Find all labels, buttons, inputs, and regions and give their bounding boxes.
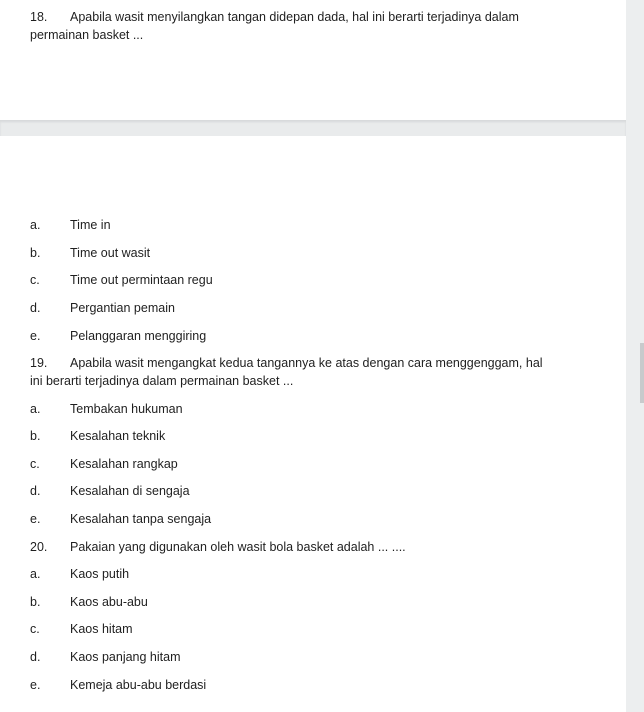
option-text: Kesalahan tanpa sengaja	[70, 512, 212, 526]
option-item	[30, 482, 190, 500]
option-letter: e.	[30, 678, 41, 692]
question-text: Pakaian yang digunakan oleh wasit bola basket adalah ... ....	[70, 540, 406, 554]
option-text: Kaos panjang hitam	[70, 650, 181, 664]
option-item	[30, 216, 111, 234]
option-item	[30, 620, 133, 638]
option-item	[30, 299, 175, 317]
option-letter: e.	[30, 512, 41, 526]
question-19-line-2: ini berarti terjadinya dalam permainan basket ...	[30, 374, 294, 388]
option-text: Time out permintaan regu	[70, 273, 213, 287]
option-item	[30, 648, 181, 666]
option-item	[30, 244, 150, 262]
option-letter: c.	[30, 273, 40, 287]
option-text: Kaos hitam	[70, 622, 133, 636]
option-item	[30, 427, 165, 445]
question-text: Apabila wasit mengangkat kedua tangannya ke atas dengan cara menggenggam, hal	[70, 356, 543, 370]
option-text: Kaos abu-abu	[70, 595, 148, 609]
option-text: Kaos putih	[70, 567, 130, 581]
option-letter: d.	[30, 484, 41, 498]
option-item	[30, 676, 206, 694]
question-20-line-1	[30, 538, 406, 556]
question-number: 20.	[30, 540, 48, 554]
option-text: Time out wasit	[70, 246, 151, 260]
option-letter: d.	[30, 301, 41, 315]
page-separator	[0, 120, 626, 136]
option-letter: d.	[30, 650, 41, 664]
option-letter: b.	[30, 595, 41, 609]
option-item	[30, 565, 129, 583]
question-18-line-2: permainan basket ...	[30, 28, 144, 42]
option-text: Kemeja abu-abu berdasi	[70, 678, 207, 692]
option-letter: c.	[30, 622, 40, 636]
question-text: Apabila wasit menyilangkan tangan didepan dada, hal ini berarti terjadinya dalam	[70, 10, 519, 24]
option-letter: b.	[30, 246, 41, 260]
question-number: 18.	[30, 10, 48, 24]
option-text: Kesalahan di sengaja	[70, 484, 190, 498]
option-text: Tembakan hukuman	[70, 402, 183, 416]
question-number: 19.	[30, 356, 48, 370]
option-letter: c.	[30, 457, 40, 471]
option-text: Time in	[70, 218, 111, 232]
option-letter: a.	[30, 402, 41, 416]
option-item	[30, 455, 178, 473]
option-text: Pelanggaran menggiring	[70, 329, 207, 343]
option-item	[30, 593, 148, 611]
option-item	[30, 400, 183, 418]
question-18-line-1	[30, 8, 519, 26]
question-19-line-1	[30, 354, 543, 372]
option-letter: b.	[30, 429, 41, 443]
option-item	[30, 510, 211, 528]
option-letter: e.	[30, 329, 41, 343]
option-item	[30, 271, 213, 289]
option-item	[30, 327, 206, 345]
scrollbar-thumb[interactable]	[640, 343, 644, 403]
option-text: Pergantian pemain	[70, 301, 175, 315]
option-letter: a.	[30, 218, 41, 232]
option-text: Kesalahan rangkap	[70, 457, 178, 471]
option-letter: a.	[30, 567, 41, 581]
option-text: Kesalahan teknik	[70, 429, 166, 443]
